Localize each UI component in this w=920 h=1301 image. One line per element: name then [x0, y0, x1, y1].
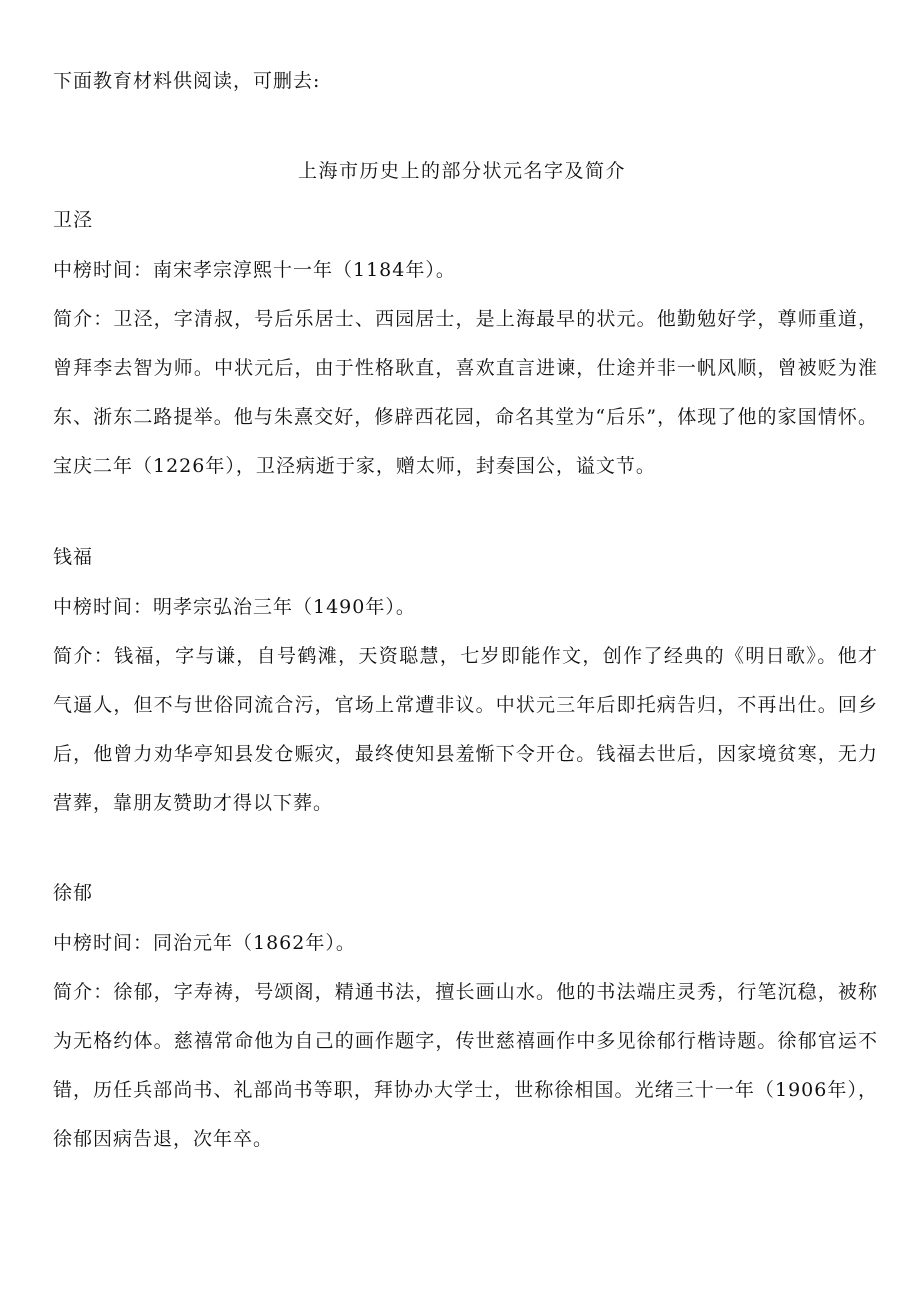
scholar-entry	[53, 542, 878, 828]
exam-date-line: 中榜时间：明孝宗弘治三年（1490年）。	[53, 596, 416, 618]
scholar-name: 卫泾	[53, 209, 94, 231]
document-title: 上海市历史上的部分状元名字及简介	[297, 160, 626, 182]
exam-date-line: 中榜时间：同治元年（1862年）。	[53, 932, 356, 954]
scholar-bio: 简介：钱福，字与谦，自号鹤滩，天资聪慧，七岁即能作文，创作了经典的《明日歌》。他才气逼人，但不与世俗同流合污，官场上常遭非议。中状元三年后即托病告归，不再出仕。回乡后，他曾力劝华亭知县发仓赈灾，最终使知县羞惭下令开仓。钱福去世后，因家境贫寒，无力营葬，靠朋友赞助才得以下葬。	[53, 645, 878, 814]
exam-date-line: 中榜时间：南宋孝宗淳熙十一年（1184年）。	[53, 259, 456, 281]
scholar-entry	[53, 205, 878, 491]
scholar-name: 徐郁	[53, 882, 94, 904]
scholar-name: 钱福	[53, 546, 94, 568]
scholar-bio: 简介：徐郁，字寿祷，号颂阁，精通书法，擅长画山水。他的书法端庄灵秀，行笔沉稳，被称为无格约体。慈禧常命他为自己的画作题字，传世慈禧画作中多见徐郁行楷诗题。徐郁官运不错，历任兵部尚书、礼部尚书等职，拜协办大学士，世称徐相国。光绪三十一年（1906年），徐郁因病告退，次年卒。	[53, 981, 878, 1150]
intro-note: 下面教育材料供阅读，可删去:	[53, 70, 321, 92]
scholar-entry	[53, 878, 878, 1164]
scholar-bio: 简介：卫泾，字清叔，号后乐居士、西园居士，是上海最早的状元。他勤勉好学，尊师重道，曾拜李去智为师。中状元后，由于性格耿直，喜欢直言进谏，仕途并非一帆风顺，曾被贬为淮东、浙东二路提举。他与朱熹交好，修辟西花园，命名其堂为“后乐”，体现了他的家国情怀。宝庆二年（1226年），卫泾病逝于家，赠太师，封奏国公，谥文节。	[53, 308, 878, 477]
